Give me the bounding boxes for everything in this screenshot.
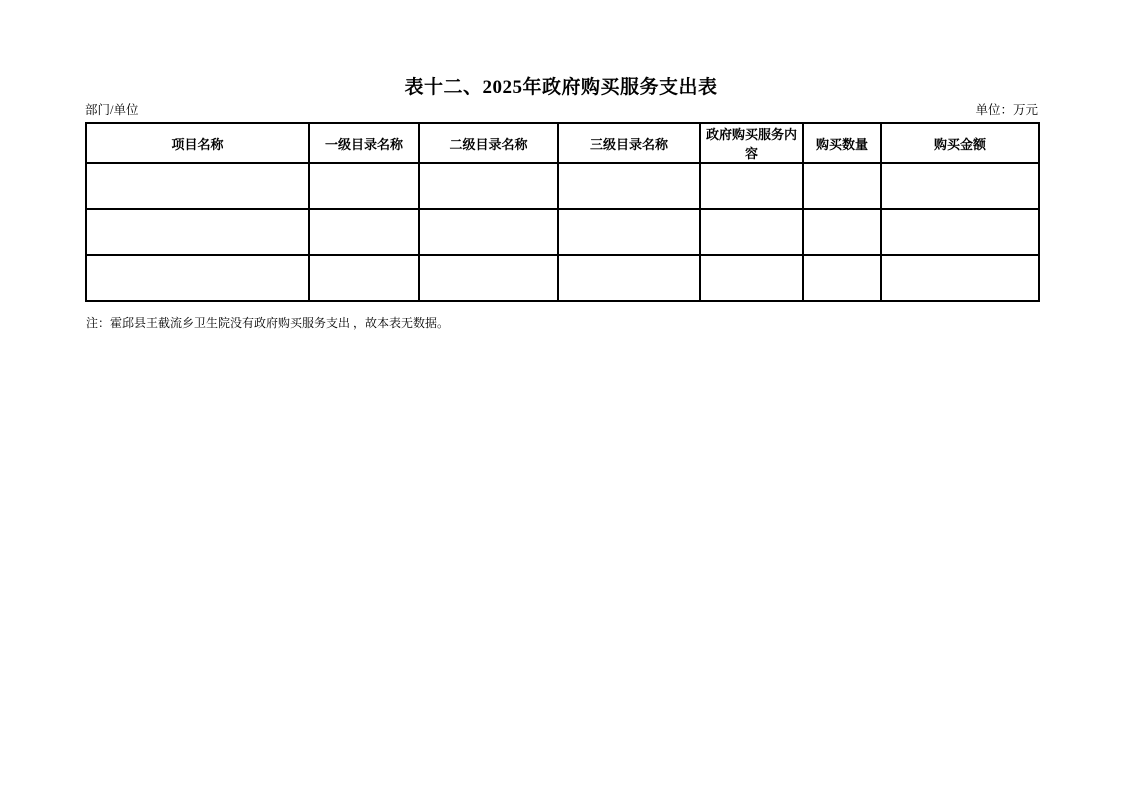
table-cell (881, 209, 1039, 255)
table-cell (558, 255, 700, 301)
header-cell-purchase-amount: 购买金额 (881, 123, 1039, 163)
table-cell (419, 163, 558, 209)
table-cell (700, 209, 803, 255)
table-row (86, 255, 1039, 301)
header-cell-level2-catalog: 二级目录名称 (419, 123, 558, 163)
table-cell (803, 163, 881, 209)
table-cell (309, 255, 419, 301)
header-cell-level3-catalog: 三级目录名称 (558, 123, 700, 163)
header-cell-service-content: 政府购买服务内容 (700, 123, 803, 163)
currency-unit-label: 单位：万元 (975, 103, 1038, 117)
table-row (86, 163, 1039, 209)
table-header-row (86, 123, 1039, 163)
table-cell (803, 209, 881, 255)
table-cell (881, 163, 1039, 209)
table-cell (309, 163, 419, 209)
department-unit-label: 部门/单位 (85, 103, 139, 117)
purchase-service-expenditure-table (85, 122, 1040, 302)
table-cell (86, 163, 309, 209)
table-cell (309, 209, 419, 255)
note-text: 注：霍邱县王截流乡卫生院没有政府购买服务支出 ，故本表无数据。 (86, 316, 450, 330)
header-cell-purchase-quantity: 购买数量 (803, 123, 881, 163)
table-cell (881, 255, 1039, 301)
header-cell-level1-catalog: 一级目录名称 (309, 123, 419, 163)
table-cell (803, 255, 881, 301)
table-cell (86, 209, 309, 255)
table-meta-row (85, 100, 1038, 118)
table-cell (558, 163, 700, 209)
page-title: 表十二、2025年政府购买服务支出表 (404, 77, 718, 98)
header-cell-project-name: 项目名称 (86, 123, 309, 163)
table-row (86, 209, 1039, 255)
table-cell (700, 163, 803, 209)
table-cell (700, 255, 803, 301)
table-cell (419, 255, 558, 301)
table-cell (86, 255, 309, 301)
table-cell (419, 209, 558, 255)
table-cell (558, 209, 700, 255)
